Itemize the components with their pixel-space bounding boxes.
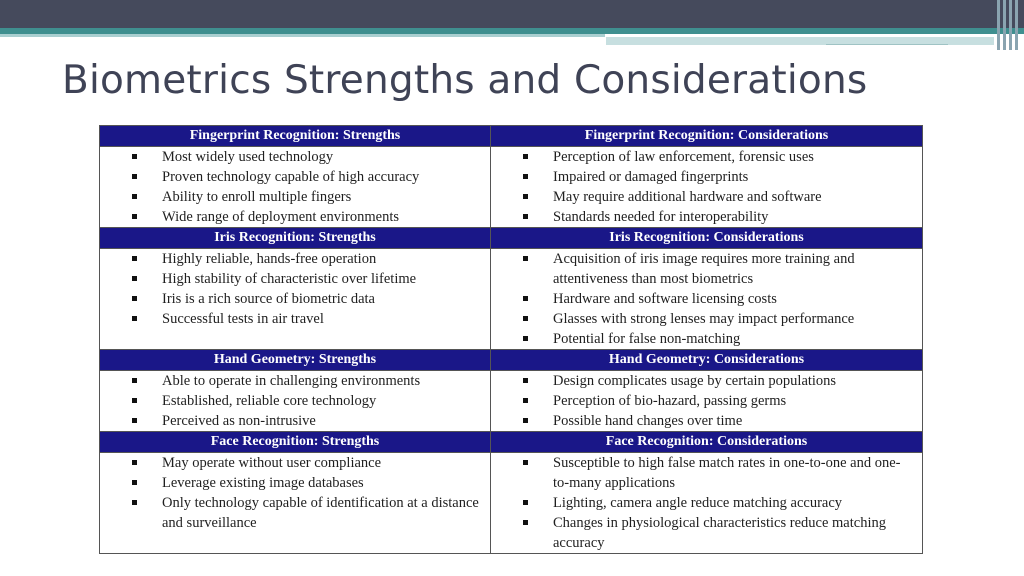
list-item-text: Perception of bio-hazard, passing germs xyxy=(553,393,787,409)
list-item xyxy=(491,411,922,431)
considerations-cell xyxy=(491,453,923,554)
bullet-icon xyxy=(132,296,137,301)
list-item xyxy=(100,207,490,227)
list-item-text: Wide range of deployment environments xyxy=(162,209,399,225)
bullet-icon xyxy=(132,194,137,199)
bullet-icon xyxy=(132,460,137,465)
list-item xyxy=(491,329,922,349)
considerations-header: Hand Geometry: Considerations xyxy=(491,350,923,371)
considerations-header: Iris Recognition: Considerations xyxy=(491,228,923,249)
list-item xyxy=(491,207,922,227)
list-item xyxy=(100,411,490,431)
list-item-text: High stability of characteristic over lifetime xyxy=(162,271,417,287)
list-item-text: Ability to enroll multiple fingers xyxy=(162,189,352,205)
list-item xyxy=(491,309,922,329)
list-item xyxy=(491,453,922,493)
list-item xyxy=(491,289,922,309)
list-item xyxy=(491,147,922,167)
bullet-icon xyxy=(523,520,528,525)
list-item xyxy=(100,391,490,411)
bullet-icon xyxy=(523,256,528,261)
strengths-header: Hand Geometry: Strengths xyxy=(100,350,491,371)
header-band xyxy=(0,0,1024,28)
strengths-header: Face Recognition: Strengths xyxy=(100,432,491,453)
list-item xyxy=(100,371,490,391)
section-header-row xyxy=(100,126,923,147)
list-item-text: Acquisition of iris image requires more training and attentiveness than most biometrics xyxy=(553,251,855,287)
bullet-icon xyxy=(132,500,137,505)
bullet-icon xyxy=(132,316,137,321)
list-item-text: Perception of law enforcement, forensic uses xyxy=(553,149,814,165)
section-body-row xyxy=(100,147,923,228)
bullet-icon xyxy=(523,336,528,341)
bullet-icon xyxy=(523,296,528,301)
list-item xyxy=(491,391,922,411)
list-item-text: Potential for false non-matching xyxy=(553,331,741,347)
list-item-text: Design complicates usage by certain populations xyxy=(553,373,837,389)
bullet-icon xyxy=(523,316,528,321)
list-item xyxy=(100,289,490,309)
list-item-text: Lighting, camera angle reduce matching accuracy xyxy=(553,495,843,511)
bullet-icon xyxy=(523,378,528,383)
bullet-icon xyxy=(523,154,528,159)
bullet-icon xyxy=(523,398,528,403)
bullet-icon xyxy=(132,418,137,423)
bullet-icon xyxy=(132,174,137,179)
list-item xyxy=(491,493,922,513)
slide-title: Biometrics Strengths and Considerations xyxy=(62,58,868,103)
biometrics-table xyxy=(99,125,923,554)
list-item-text: Iris is a rich source of biometric data xyxy=(162,291,375,307)
list-item xyxy=(100,147,490,167)
strengths-cell xyxy=(100,371,491,432)
list-item-text: May require additional hardware and software xyxy=(553,189,822,205)
bullet-icon xyxy=(132,256,137,261)
list-item-text: Perceived as non-intrusive xyxy=(162,413,316,429)
considerations-cell xyxy=(491,249,923,350)
header-pale-line xyxy=(0,34,605,37)
list-item xyxy=(100,309,490,329)
list-item xyxy=(491,249,922,289)
section-body-row xyxy=(100,371,923,432)
bullet-icon xyxy=(132,378,137,383)
list-item-text: Only technology capable of identification at a distance and surveillance xyxy=(162,495,479,531)
list-item-text: Highly reliable, hands-free operation xyxy=(162,251,377,267)
strengths-header: Fingerprint Recognition: Strengths xyxy=(100,126,491,147)
bullet-icon xyxy=(132,214,137,219)
list-item xyxy=(491,371,922,391)
list-item xyxy=(100,269,490,289)
bullet-icon xyxy=(132,480,137,485)
bullet-icon xyxy=(132,398,137,403)
list-item xyxy=(100,473,490,493)
list-item-text: Established, reliable core technology xyxy=(162,393,377,409)
list-item-text: Glasses with strong lenses may impact performance xyxy=(553,311,855,327)
bullet-icon xyxy=(523,460,528,465)
section-header-row xyxy=(100,432,923,453)
header-thin-line xyxy=(826,44,948,45)
list-item xyxy=(100,187,490,207)
list-item-text: Standards needed for interoperability xyxy=(553,209,769,225)
strengths-cell xyxy=(100,249,491,350)
section-body-row xyxy=(100,249,923,350)
considerations-header: Fingerprint Recognition: Considerations xyxy=(491,126,923,147)
list-item xyxy=(100,493,490,533)
section-header-row xyxy=(100,228,923,249)
considerations-cell xyxy=(491,371,923,432)
bullet-icon xyxy=(523,194,528,199)
section-header-row xyxy=(100,350,923,371)
strengths-header: Iris Recognition: Strengths xyxy=(100,228,491,249)
list-item-text: Changes in physiological characteristics reduce matching accuracy xyxy=(553,515,886,551)
corner-stripes-decoration xyxy=(994,0,1024,50)
bullet-icon xyxy=(132,154,137,159)
strengths-cell xyxy=(100,147,491,228)
bullet-icon xyxy=(132,276,137,281)
list-item xyxy=(100,453,490,473)
list-item-text: Leverage existing image databases xyxy=(162,475,364,491)
list-item-text: Susceptible to high false match rates in one-to-one and one-to-many applications xyxy=(553,455,901,491)
list-item-text: Most widely used technology xyxy=(162,149,334,165)
bullet-icon xyxy=(523,174,528,179)
list-item-text: Proven technology capable of high accuracy xyxy=(162,169,420,185)
strengths-cell xyxy=(100,453,491,554)
list-item xyxy=(491,167,922,187)
considerations-header: Face Recognition: Considerations xyxy=(491,432,923,453)
list-item-text: Possible hand changes over time xyxy=(553,413,743,429)
list-item-text: May operate without user compliance xyxy=(162,455,382,471)
bullet-icon xyxy=(523,418,528,423)
section-body-row xyxy=(100,453,923,554)
list-item-text: Successful tests in air travel xyxy=(162,311,324,327)
bullet-icon xyxy=(523,500,528,505)
list-item xyxy=(491,187,922,207)
list-item xyxy=(100,167,490,187)
bullet-icon xyxy=(523,214,528,219)
list-item xyxy=(100,249,490,269)
list-item-text: Hardware and software licensing costs xyxy=(553,291,777,307)
list-item-text: Impaired or damaged fingerprints xyxy=(553,169,749,185)
list-item xyxy=(491,513,922,553)
considerations-cell xyxy=(491,147,923,228)
list-item-text: Able to operate in challenging environments xyxy=(162,373,421,389)
